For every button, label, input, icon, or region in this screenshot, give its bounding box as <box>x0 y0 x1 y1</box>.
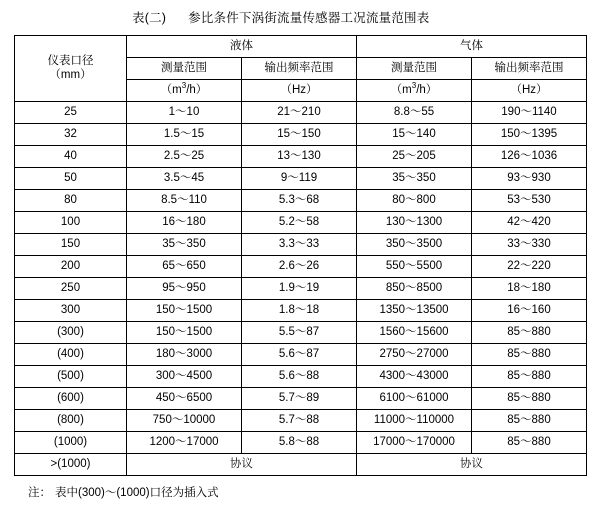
unit-prefix: （m <box>390 83 412 96</box>
cell-gas-freq: 85～880 <box>472 344 587 366</box>
cell-gas-range: 17000～170000 <box>357 432 472 454</box>
flow-range-table <box>14 35 587 476</box>
cell-gas-range: 2750～27000 <box>357 344 472 366</box>
table-body <box>15 102 587 476</box>
unit-superscript: 3 <box>411 81 417 91</box>
cell-liquid-agreement: 协议 <box>127 454 357 476</box>
cell-liquid-freq: 5.2～58 <box>242 212 357 234</box>
unit-suffix: /h） <box>416 83 438 96</box>
cell-liquid-freq: 5.6～87 <box>242 344 357 366</box>
table-caption <box>14 8 586 26</box>
cell-gas-freq: 85～880 <box>472 366 587 388</box>
cell-diameter: 25 <box>15 102 127 124</box>
header-row-groups <box>15 36 587 58</box>
cell-gas-freq: 53～530 <box>472 190 587 212</box>
cell-liquid-range: 2.5～25 <box>127 146 242 168</box>
cell-liquid-freq: 15～150 <box>242 124 357 146</box>
table-row <box>15 234 587 256</box>
header-liquid-range-unit <box>127 80 242 102</box>
cell-gas-range: 11000～110000 <box>357 410 472 432</box>
cell-gas-freq: 85～880 <box>472 432 587 454</box>
table-row <box>15 388 587 410</box>
cell-gas-freq: 85～880 <box>472 388 587 410</box>
cell-gas-freq: 16～160 <box>472 300 587 322</box>
cell-liquid-range: 1～10 <box>127 102 242 124</box>
cell-gas-agreement: 协议 <box>357 454 587 476</box>
table-row <box>15 168 587 190</box>
cell-gas-freq: 85～880 <box>472 322 587 344</box>
cell-liquid-freq: 5.3～68 <box>242 190 357 212</box>
cell-diameter: >(1000) <box>15 454 127 476</box>
cell-liquid-range: 1.5～15 <box>127 124 242 146</box>
cell-liquid-range: 750～10000 <box>127 410 242 432</box>
cell-liquid-range: 65～650 <box>127 256 242 278</box>
cell-gas-freq: 150～1395 <box>472 124 587 146</box>
table-row <box>15 410 587 432</box>
header-gas-freq-unit: （Hz） <box>472 80 587 102</box>
cell-gas-freq: 85～880 <box>472 410 587 432</box>
table-row <box>15 146 587 168</box>
cell-diameter: 100 <box>15 212 127 234</box>
caption-label: 表(二) <box>132 11 167 25</box>
header-liquid-freq-unit: （Hz） <box>242 80 357 102</box>
cell-gas-range: 1560～15600 <box>357 322 472 344</box>
cell-gas-range: 850～8500 <box>357 278 472 300</box>
cell-liquid-freq: 3.3～33 <box>242 234 357 256</box>
cell-liquid-range: 150～1500 <box>127 322 242 344</box>
cell-liquid-range: 3.5～45 <box>127 168 242 190</box>
header-diameter-title: 仪表口径 <box>47 55 94 68</box>
cell-diameter: 40 <box>15 146 127 168</box>
cell-gas-range: 550～5500 <box>357 256 472 278</box>
table-row <box>15 190 587 212</box>
cell-liquid-freq: 13～130 <box>242 146 357 168</box>
cell-gas-range: 6100～61000 <box>357 388 472 410</box>
cell-liquid-range: 180～3000 <box>127 344 242 366</box>
header-group-liquid: 液体 <box>127 36 357 58</box>
cell-liquid-range: 450～6500 <box>127 388 242 410</box>
cell-liquid-freq: 2.6～26 <box>242 256 357 278</box>
cell-liquid-range: 35～350 <box>127 234 242 256</box>
cell-diameter: (400) <box>15 344 127 366</box>
cell-liquid-range: 95～950 <box>127 278 242 300</box>
cell-gas-freq: 22～220 <box>472 256 587 278</box>
cell-liquid-freq: 5.7～89 <box>242 388 357 410</box>
cell-diameter: 300 <box>15 300 127 322</box>
cell-diameter: 32 <box>15 124 127 146</box>
header-group-gas: 气体 <box>357 36 587 58</box>
cell-gas-freq: 93～930 <box>472 168 587 190</box>
unit-superscript: 3 <box>181 81 187 91</box>
table-row <box>15 278 587 300</box>
table-row <box>15 300 587 322</box>
table-row <box>15 344 587 366</box>
cell-gas-range: 80～800 <box>357 190 472 212</box>
cell-diameter: 200 <box>15 256 127 278</box>
cell-gas-freq: 33～330 <box>472 234 587 256</box>
cell-diameter: 150 <box>15 234 127 256</box>
table-row <box>15 124 587 146</box>
header-gas-range-unit <box>357 80 472 102</box>
table-row <box>15 432 587 454</box>
cell-liquid-range: 8.5～110 <box>127 190 242 212</box>
header-gas-range-name: 测量范围 <box>357 58 472 80</box>
cell-gas-freq: 190～1140 <box>472 102 587 124</box>
cell-gas-range: 1350～13500 <box>357 300 472 322</box>
cell-liquid-range: 300～4500 <box>127 366 242 388</box>
cell-diameter: (300) <box>15 322 127 344</box>
caption-title: 参比条件下涡街流量传感器工况流量范围表 <box>188 11 430 25</box>
cell-liquid-range: 16～180 <box>127 212 242 234</box>
cell-gas-range: 8.8～55 <box>357 102 472 124</box>
cell-liquid-freq: 5.6～88 <box>242 366 357 388</box>
cell-diameter: 50 <box>15 168 127 190</box>
cell-diameter: 250 <box>15 278 127 300</box>
table-row <box>15 212 587 234</box>
cell-gas-range: 130～1300 <box>357 212 472 234</box>
cell-liquid-freq: 5.5～87 <box>242 322 357 344</box>
header-gas-freq-name: 输出频率范围 <box>472 58 587 80</box>
table-row <box>15 102 587 124</box>
unit-prefix: （m <box>160 83 182 96</box>
header-liquid-freq-name: 输出频率范围 <box>242 58 357 80</box>
table-header <box>15 36 587 102</box>
unit-suffix: /h） <box>186 83 208 96</box>
note-label: 注： <box>28 487 51 499</box>
header-cell-diameter <box>15 36 127 102</box>
cell-diameter: 80 <box>15 190 127 212</box>
table-row <box>15 322 587 344</box>
table-row-agreement <box>15 454 587 476</box>
cell-gas-freq: 126～1036 <box>472 146 587 168</box>
table-note <box>14 484 586 500</box>
cell-diameter: (500) <box>15 366 127 388</box>
cell-gas-range: 4300～43000 <box>357 366 472 388</box>
table-row <box>15 366 587 388</box>
cell-diameter: (800) <box>15 410 127 432</box>
cell-gas-range: 35～350 <box>357 168 472 190</box>
header-liquid-range-name: 测量范围 <box>127 58 242 80</box>
cell-liquid-freq: 21～210 <box>242 102 357 124</box>
cell-diameter: (1000) <box>15 432 127 454</box>
table-row <box>15 256 587 278</box>
cell-gas-freq: 18～180 <box>472 278 587 300</box>
cell-gas-range: 15～140 <box>357 124 472 146</box>
cell-diameter: (600) <box>15 388 127 410</box>
cell-liquid-freq: 5.8～88 <box>242 432 357 454</box>
cell-gas-freq: 42～420 <box>472 212 587 234</box>
cell-liquid-freq: 1.9～19 <box>242 278 357 300</box>
cell-gas-range: 350～3500 <box>357 234 472 256</box>
cell-liquid-range: 1200～17000 <box>127 432 242 454</box>
cell-liquid-range: 150～1500 <box>127 300 242 322</box>
cell-liquid-freq: 5.7～88 <box>242 410 357 432</box>
header-diameter-unit: （mm） <box>49 68 92 81</box>
cell-liquid-freq: 1.8～18 <box>242 300 357 322</box>
cell-liquid-freq: 9～119 <box>242 168 357 190</box>
cell-gas-range: 25～205 <box>357 146 472 168</box>
note-text: 表中(300)～(1000)口径为插入式 <box>55 487 219 499</box>
